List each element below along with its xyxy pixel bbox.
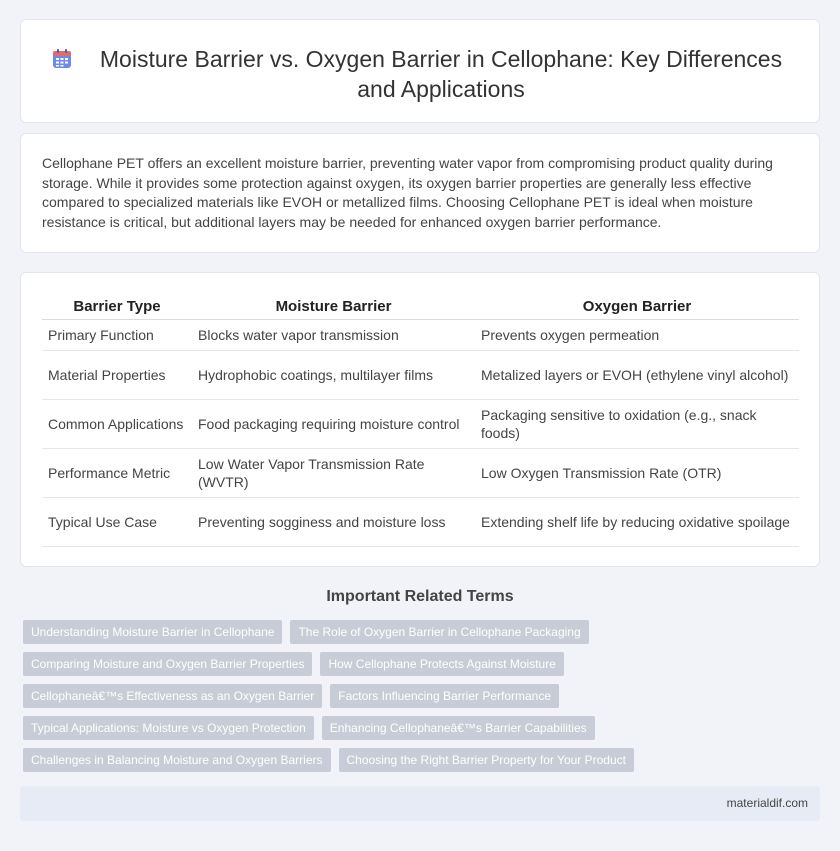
- table-cell: Food packaging requiring moisture control: [192, 399, 475, 448]
- table-cell: Packaging sensitive to oxidation (e.g., snack foods): [475, 399, 799, 448]
- related-term-link[interactable]: Comparing Moisture and Oxygen Barrier Properties: [23, 652, 312, 676]
- table-cell: Low Water Vapor Transmission Rate (WVTR): [192, 448, 475, 497]
- tag-row: [23, 620, 813, 644]
- related-term-link[interactable]: Factors Influencing Barrier Performance: [330, 684, 559, 708]
- related-term-link[interactable]: Cellophaneâ€™s Effectiveness as an Oxygen Barrier: [23, 684, 322, 708]
- table-cell: Low Oxygen Transmission Rate (OTR): [475, 448, 799, 497]
- table-header-cell: Barrier Type: [42, 295, 192, 319]
- table-cell: Performance Metric: [42, 448, 192, 497]
- table-row: [42, 350, 799, 399]
- header: [21, 20, 821, 124]
- tag-row: [23, 748, 813, 772]
- tag-row: [23, 716, 813, 740]
- related-terms-list: [23, 620, 813, 780]
- table-cell: Metalized layers or EVOH (ethylene vinyl alcohol): [475, 350, 799, 399]
- footer: [20, 786, 820, 821]
- related-term-link[interactable]: Enhancing Cellophaneâ€™s Barrier Capabilities: [322, 716, 595, 740]
- table-cell: Material Properties: [42, 350, 192, 399]
- calendar-icon: [51, 48, 73, 70]
- table-cell: Preventing sogginess and moisture loss: [192, 497, 475, 546]
- table-cell: Primary Function: [42, 319, 192, 350]
- related-term-link[interactable]: The Role of Oxygen Barrier in Cellophane Packaging: [290, 620, 588, 644]
- tag-row: [23, 652, 813, 676]
- related-term-link[interactable]: Understanding Moisture Barrier in Cellophane: [23, 620, 282, 644]
- related-term-link[interactable]: How Cellophane Protects Against Moisture: [320, 652, 563, 676]
- related-term-link[interactable]: Typical Applications: Moisture vs Oxygen Protection: [23, 716, 314, 740]
- related-terms-title: Important Related Terms: [326, 588, 514, 605]
- page-title: Moisture Barrier vs. Oxygen Barrier in Cellophane: Key Differences and Applications: [99, 46, 783, 102]
- table-header-cell: Oxygen Barrier: [475, 295, 799, 319]
- table-cell: Common Applications: [42, 399, 192, 448]
- table-cell: Hydrophobic coatings, multilayer films: [192, 350, 475, 399]
- tag-row: [23, 684, 813, 708]
- related-term-link[interactable]: Challenges in Balancing Moisture and Oxygen Barriers: [23, 748, 331, 772]
- table-row: [42, 497, 799, 546]
- table-cell: Typical Use Case: [42, 497, 192, 546]
- table-row: [42, 399, 799, 448]
- header-card: [20, 19, 820, 123]
- comparison-table: [42, 295, 799, 547]
- related-term-link[interactable]: Choosing the Right Barrier Property for Your Product: [339, 748, 634, 772]
- intro-card: [20, 133, 820, 253]
- table-cell: Blocks water vapor transmission: [192, 319, 475, 350]
- table-cell: Prevents oxygen permeation: [475, 319, 799, 350]
- table-cell: Extending shelf life by reducing oxidative spoilage: [475, 497, 799, 546]
- table-row: [42, 319, 799, 350]
- comparison-table-card: [20, 272, 820, 567]
- intro-paragraph: Cellophane PET offers an excellent moisture barrier, preventing water vapor from compromising product quality during storage. While it provides some protection against oxygen, its oxygen barrier properties are generally less effective compared to specialized materials like EVOH or metallized films. Choosing Cellophane PET is ideal when moisture resistance is critical, but additional layers may be needed for enhanced oxygen barrier performance.: [42, 155, 773, 230]
- table-header-row: [42, 295, 799, 319]
- table-header-cell: Moisture Barrier: [192, 295, 475, 319]
- footer-site-name: materialdif.com: [726, 796, 808, 810]
- table-row: [42, 448, 799, 497]
